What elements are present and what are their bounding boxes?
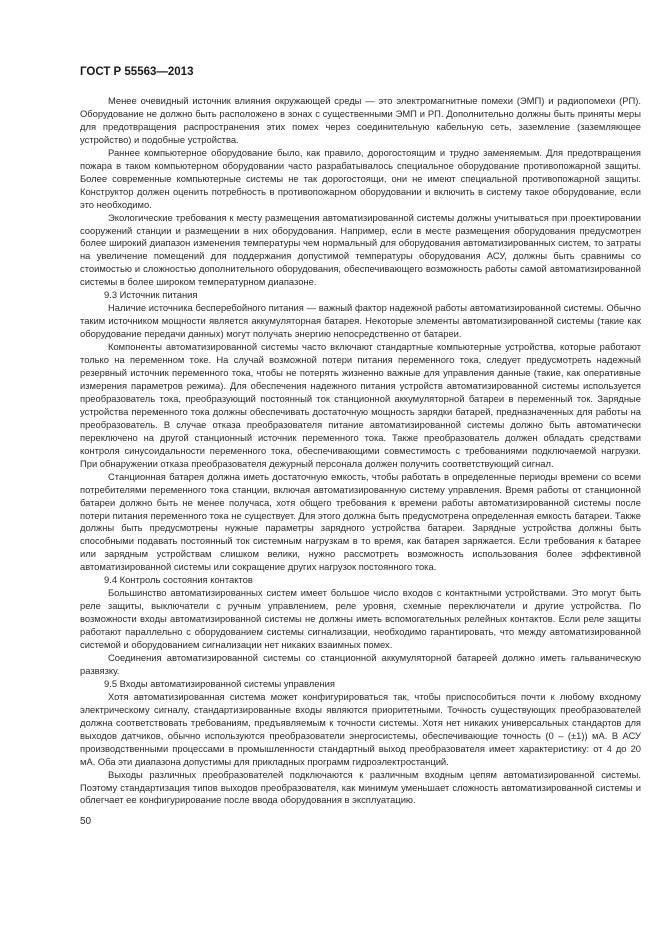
section-heading-9-4: 9.4 Контроль состояния контактов [104, 574, 253, 586]
paragraph: Наличие источника бесперебойного питания — важный фактор надежной работы автоматизированной системы. Обычно таким источником мощности является аккумуляторная батарея. Некоторые элементы автоматизированной системы (такие как оборудование передачи данных) могут получать энергию непосредственно от батареи. [80, 302, 641, 340]
document-header: ГОСТ Р 55563—2013 [80, 66, 194, 78]
paragraph: Соединения автоматизированной системы со станционной аккумуляторной батареей должно иметь гальваническую развязку. [80, 651, 641, 676]
paragraph: Компоненты автоматизированной системы часто включают стандартные компьютерные устройства, которые работают только на переменном токе. На случай возможной потери питания переменного тока, следует предусмотреть надежный резервный источник переменного тока, чтобы не потерять жизненно важные для управления данные (такие, как оперативные измерения параметров режима). Для обеспечения надежного питания устройств автоматизированной системы используется преобразователь тока, преобразующий постоянный ток станционной аккумуляторной батареи в переменный ток. Зарядные устройства переменного тока должны обеспечивать достаточную мощность зарядки батарей, предназначенных для работы на преобразователь. В случае отказа преобразователя питание автоматизированной системы должно быть автоматически переключено на другой станционный источник переменного тока. Также преобразователь должен обладать средствами контроля синусоидальности переменного тока, обеспечивающими совместимость с требованиями подключаемой нагрузки. При обнаружении отказа преобразователя дежурный персонала должен получить соответствующий сигнал. [80, 341, 641, 469]
page-number: 50 [80, 816, 92, 827]
section-heading-9-5: 9.5 Входы автоматизированной системы управления [104, 677, 335, 689]
paragraph: Менее очевидный источник влияния окружающей среды — это электромагнитные помехи (ЭМП) и радиопомехи (РП). Оборудование не должно быть расположено в зонах с существенными ЭМП и РП. Дополнительно должны быть приняты меры для предотвращения распространения этих помех через соединительную кабельную сеть, заземление (заземляющее устройство) и подобные устройства. [80, 95, 641, 145]
section-heading-9-3: 9.3 Источник питания [104, 289, 198, 301]
paragraph: Большинство автоматизированных систем имеет большое число входов с контактными устройствами. Это могут быть реле защиты, выключатели с ручным управлением, реле уровня, схемные переключатели и другие устройства. По возможности входы автоматизированной системы не должны иметь вспомогательных релейных контактов. Если реле защиты работают параллельно с оборудованием системы сигнализации, необходимо гарантировать, что между автоматизированной системой и оборудованием сигнализации нет никаких взаимных помех. [80, 587, 641, 651]
document-body [80, 95, 641, 807]
paragraph: Выходы различных преобразователей подключаются к различным входным цепям автоматизированной системы. Поэтому стандартизация типов выходов преобразователя, как минимум уменьшает сложность автоматизированной системы и облегчает ее конфигурирование после ввода оборудования в эксплуатацию. [80, 768, 641, 806]
paragraph: Хотя автоматизированная система может конфигурироваться так, чтобы приспособиться почти к любому входному электрическому сигналу, стандартизированные входы являются приоритетными. Точность существующих преобразователей должна соответствовать требованиям, предъявляемым к точности системы. Хотя нет никаких универсальных стандартов для выходов датчиков, обычно используются преобразователи энергосистемы, обеспечивающие точность (0 – (±1)) мА. В АСУ производственными процессами в промышленности стандартный выход преобразователя имеет характеристику: от 4 до 20 мА. Оба эти диапазона допустимы для прикладных программ гидроэлектростанций. [80, 690, 641, 767]
paragraph: Экологические требования к месту размещения автоматизированной системы должны учитываться при проектировании сооружений станции и размещении в них оборудования. Например, если в месте размещения оборудования предусмотрен более широкий диапазон изменения температуры чем нормальный для оборудования автоматизированных систем, то затраты на увеличение помещений для поддержания допустимой температуры оборудования АСУ, должны быть сравнимы со стоимостью и сложностью дополнительного оборудования, обеспечивающего возможность работы самой автоматизированной системы в более широком температурном диапазоне. [80, 211, 641, 288]
paragraph: Раннее компьютерное оборудование было, как правило, дорогостоящим и трудно заменяемым. Для предотвращения пожара в таком компьютерном оборудовании часто разрабатывалось специальное оборудование противопожарной защиты. Более современные компьютерные системы не так дорогостоящи, они не имеют специальной противопожарной защиты. Конструктор должен оценить потребность в противопожарном оборудовании и включить в систему такое оборудование, если это необходимо. [80, 146, 641, 210]
paragraph: Станционная батарея должна иметь достаточную емкость, чтобы работать в определенные периоды времени со всеми потребителями переменного тока станции, включая автоматизированную систему управления. Время работы от станционной батареи должно быть не менее получаса, хотя общего требования к времени работы автоматизированной системы после потери питания переменного тока не существует. Для этого должна быть предусмотрена определенная емкость батареи. Также должны быть предусмотрены нужные параметры зарядного устройства батареи. Зарядные устройства должны быть способными подавать постоянный ток системным нагрузкам в то время, как батарея заряжается. Если требования к батарее или зарядным устройствам слишком велики, нужно рассмотреть возможность использования более эффективной автоматизированной системы или сокращение других нагрузок постоянного тока. [80, 470, 641, 573]
